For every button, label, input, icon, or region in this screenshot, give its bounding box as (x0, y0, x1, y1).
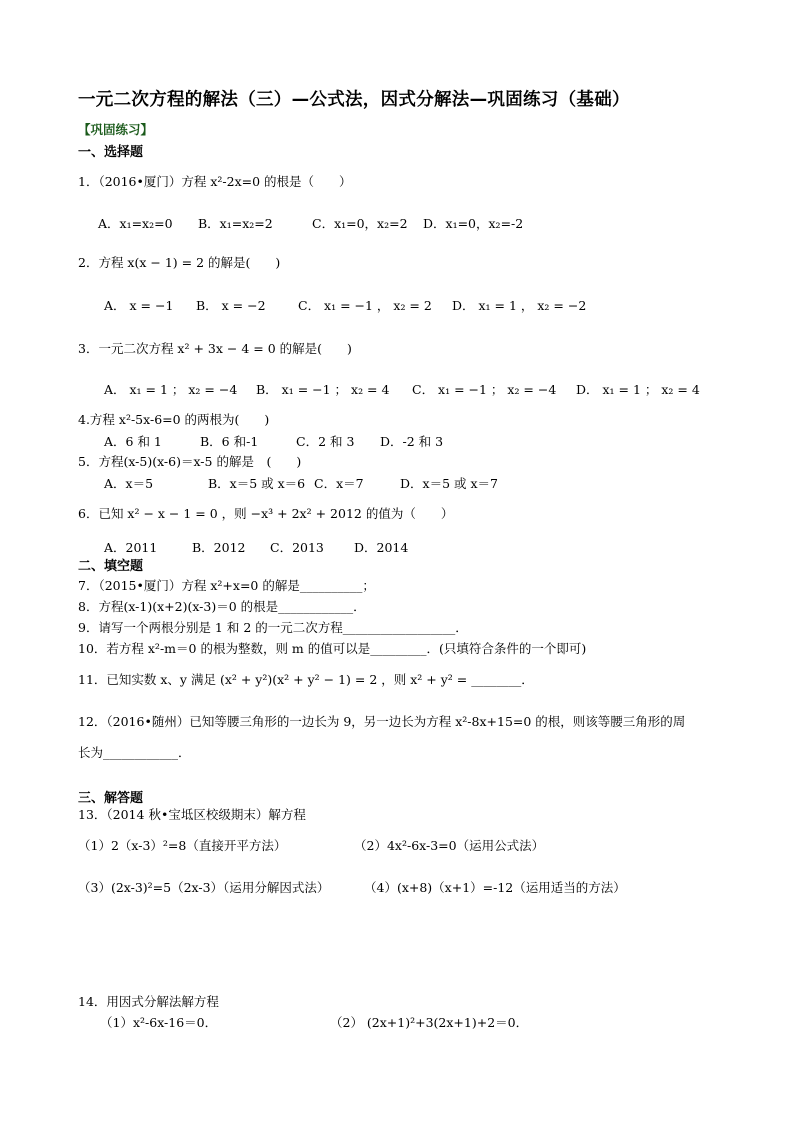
q2-option-c: C． x₁ = −1 ， x₂ = 2 (298, 298, 432, 313)
section-heading-solve: 三、解答题 (78, 791, 144, 806)
q3-option-c: C． x₁ = −1 ； x₂ = −4 (412, 382, 557, 397)
q3-option-a: A． x₁ = 1 ； x₂ = −4 (104, 382, 238, 397)
question-14-stem: 14．用因式分解法解方程 (78, 994, 219, 1009)
question-12-cont: 长为____________． (78, 745, 191, 760)
question-12: 12．（2016•随州）已知等腰三角形的一边长为 9，另一边长为方程 x²-8x+15=0 的根，则该等腰三角形的周 (78, 714, 686, 729)
q5-option-a: A．x＝5 (104, 476, 154, 491)
q1-option-c: C．x₁=0，x₂=2 (312, 216, 408, 231)
q6-option-b: B．2012 (192, 540, 246, 555)
q5-option-d: D．x＝5 或 x＝7 (400, 476, 498, 491)
question-1-stem: 1．（2016•厦门）方程 x²-2x=0 的根是（ ） (78, 174, 352, 189)
q2-option-d: D． x₁ = 1 ， x₂ = −2 (452, 298, 587, 313)
q4-option-d: D．-2 和 3 (380, 434, 444, 449)
section-heading-choice: 一、选择题 (78, 145, 144, 160)
q4-option-b: B．6 和-1 (200, 434, 259, 449)
page-title: 一元二次方程的解法（三）—公式法，因式分解法—巩固练习（基础） (78, 90, 630, 110)
question-9: 9．请写一个两根分别是 1 和 2 的一元二次方程__________________． (78, 620, 468, 635)
q5-option-b: B．x＝5 或 x＝6 (208, 476, 306, 491)
q1-option-a: A．x₁=x₂=0 (98, 216, 173, 231)
question-13-part-4: （4）(x+8)（x+1）=-12（运用适当的方法） (364, 880, 626, 895)
q4-option-c: C．2 和 3 (296, 434, 355, 449)
q6-option-a: A．2011 (104, 540, 158, 555)
q5-option-c: C．x＝7 (314, 476, 364, 491)
q2-option-b: B． x = −2 (196, 298, 266, 313)
question-5-stem: 5．方程(x-5)(x-6)＝x-5 的解是 ( ) (78, 454, 302, 469)
question-3-stem: 3．一元二次方程 x² + 3x − 4 = 0 的解是( ) (78, 341, 352, 356)
question-13-stem: 13．（2014 秋•宝坻区校级期末）解方程 (78, 807, 306, 822)
q4-option-a: A．6 和 1 (104, 434, 162, 449)
question-13-part-1: （1）2（x-3）²=8（直接开平方法） (78, 838, 287, 853)
q6-option-c: C．2013 (270, 540, 324, 555)
question-13-part-2: （2）4x²-6x-3=0（运用公式法） (354, 838, 545, 853)
question-10: 10．若方程 x²-m＝0 的根为整数，则 m 的值可以是_________．(只填符合条件的一个即可) (78, 641, 587, 656)
section-tag: 【巩固练习】 (78, 122, 154, 137)
q1-option-d: D．x₁=0，x₂=-2 (423, 216, 524, 231)
question-6-stem: 6．已知 x² − x − 1 = 0 ，则 −x³ + 2x² + 2012 的值为（ ） (78, 506, 454, 521)
question-2-stem: 2．方程 x(x − 1) = 2 的解是( ) (78, 255, 281, 270)
question-7: 7．（2015•厦门）方程 x²+x=0 的解是__________； (78, 578, 375, 593)
question-14-part-1: （1）x²-6x-16＝0． (100, 1015, 218, 1030)
section-heading-fill: 二、填空题 (78, 559, 144, 574)
q3-option-b: B． x₁ = −1 ； x₂ = 4 (256, 382, 390, 397)
question-4-stem: 4.方程 x²-5x-6=0 的两根为( ) (78, 412, 270, 427)
question-8: 8．方程(x-1)(x+2)(x-3)＝0 的根是____________． (78, 599, 366, 614)
question-14-part-2: （2） (2x+1)²+3(2x+1)+2＝0． (330, 1015, 529, 1030)
q6-option-d: D．2014 (354, 540, 409, 555)
question-11: 11．已知实数 x、y 满足 (x² + y²)(x² + y² − 1) = 2 ，则 x² + y² = ________． (78, 672, 534, 687)
q2-option-a: A． x = −1 (104, 298, 174, 313)
q1-option-b: B．x₁=x₂=2 (198, 216, 273, 231)
q3-option-d: D． x₁ = 1 ； x₂ = 4 (576, 382, 700, 397)
question-13-part-3: （3）(2x-3)²=5（2x-3）（运用分解因式法） (78, 880, 330, 895)
